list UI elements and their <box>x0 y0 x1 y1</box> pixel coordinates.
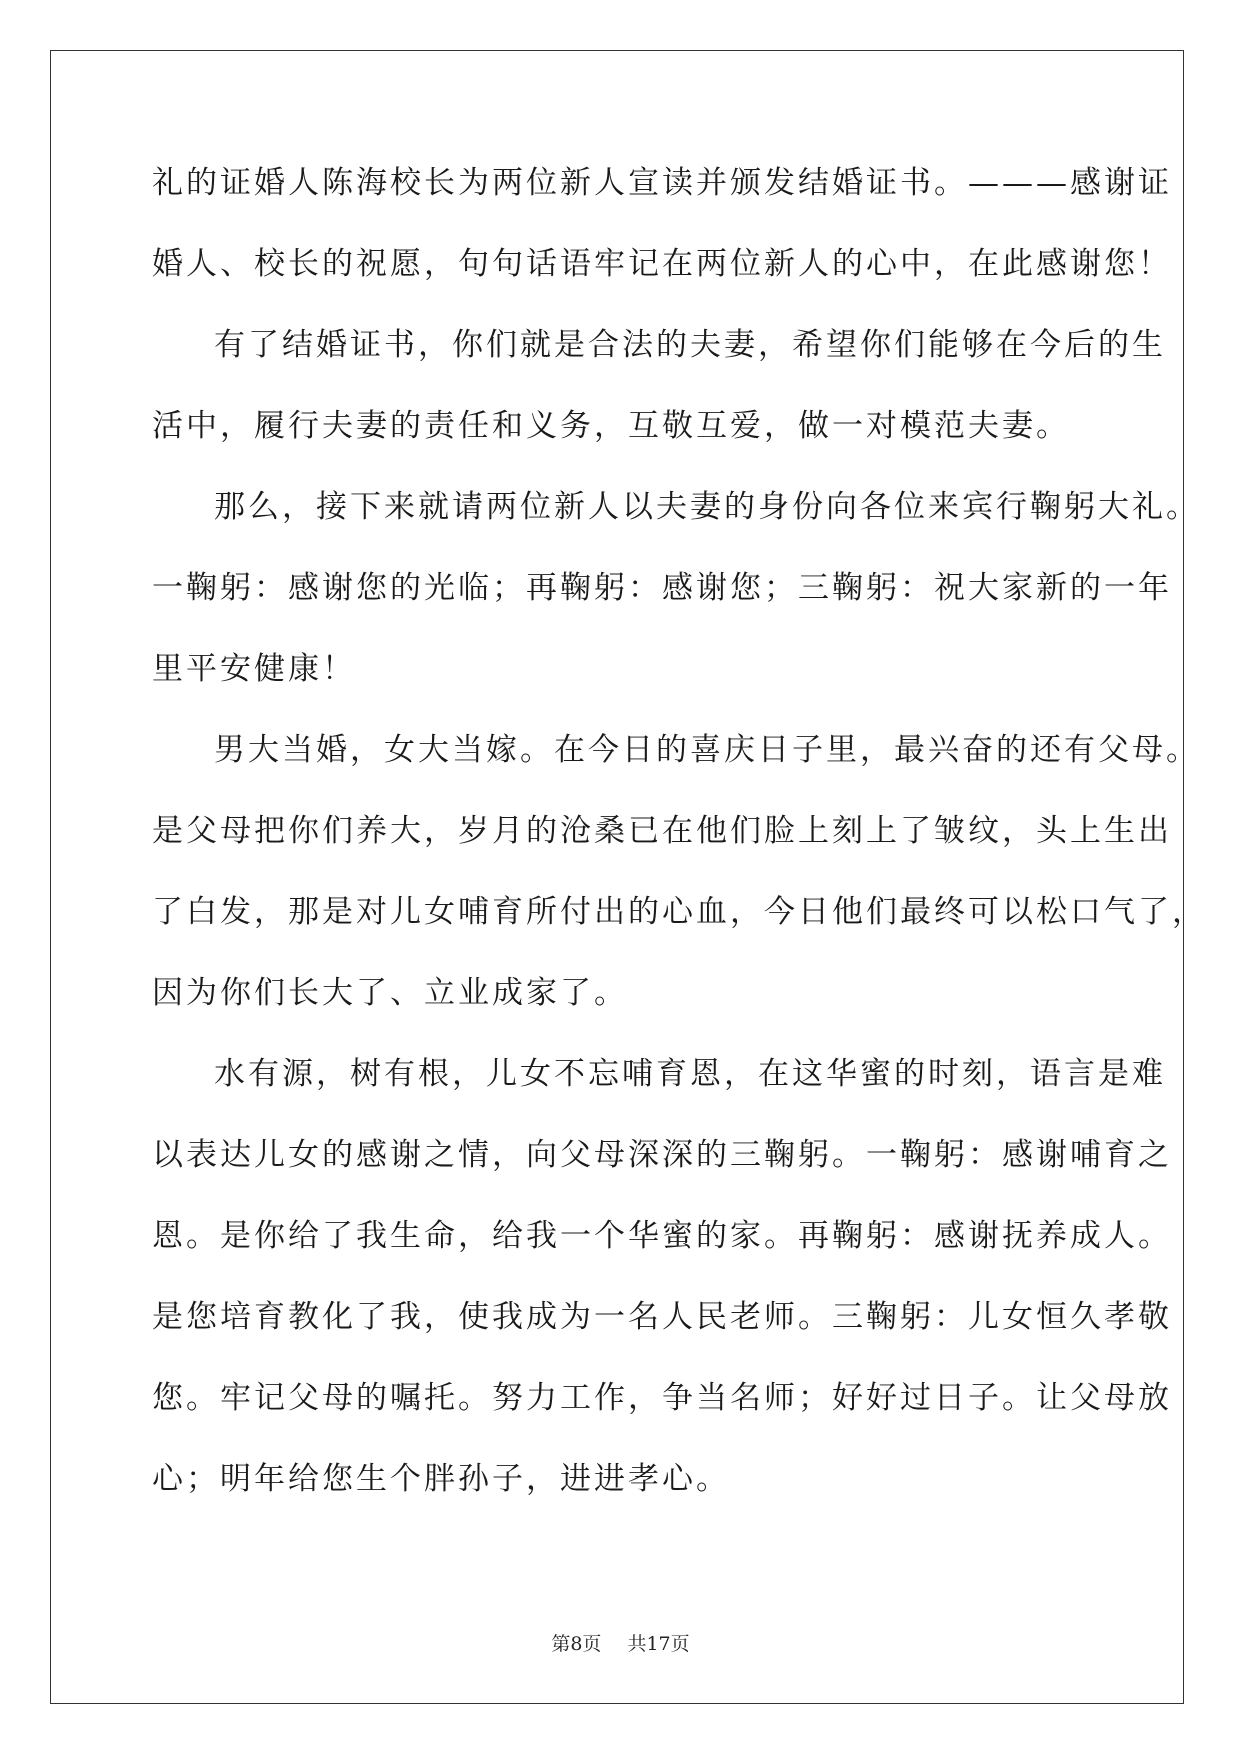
text-line-13: 以表达儿女的感谢之情，向父母深深的三鞠躬。一鞠躬：感谢哺育之 <box>152 1137 1172 1173</box>
text-line-3: 有了结婚证书，你们就是合法的夫妻，希望你们能够在今后的生 <box>214 327 1166 363</box>
page-footer <box>0 1632 1241 1656</box>
text-line-8: 男大当婚，女大当嫁。在今日的喜庆日子里，最兴奋的还有父母。 <box>214 732 1200 768</box>
text-line-2: 婚人、校长的祝愿，句句话语牢记在两位新人的心中，在此感谢您！ <box>152 246 1172 282</box>
page-number: 第8页 <box>551 1633 602 1655</box>
text-line-11: 因为你们长大了、立业成家了。 <box>152 975 628 1011</box>
text-line-14: 恩。是你给了我生命，给我一个华蜜的家。再鞠躬：感谢抚养成人。 <box>152 1218 1172 1254</box>
text-line-12: 水有源，树有根，儿女不忘哺育恩，在这华蜜的时刻，语言是难 <box>214 1056 1166 1092</box>
text-line-17: 心；明年给您生个胖孙子，进进孝心。 <box>152 1461 730 1497</box>
document-body <box>152 163 1206 1540</box>
page-total: 共17页 <box>627 1633 690 1655</box>
text-line-5: 那么，接下来就请两位新人以夫妻的身份向各位来宾行鞠躬大礼。 <box>214 489 1200 525</box>
text-line-9: 是父母把你们养大，岁月的沧桑已在他们脸上刻上了皱纹，头上生出 <box>152 813 1172 849</box>
text-line-1: 礼的证婚人陈海校长为两位新人宣读并颁发结婚证书。———感谢证 <box>152 165 1172 201</box>
text-line-15: 是您培育教化了我，使我成为一名人民老师。三鞠躬：儿女恒久孝敬 <box>152 1299 1172 1335</box>
text-line-7: 里平安健康！ <box>152 651 356 687</box>
text-line-4: 活中，履行夫妻的责任和义务，互敬互爱，做一对模范夫妻。 <box>152 408 1070 444</box>
text-line-16: 您。牢记父母的嘱托。努力工作，争当名师；好好过日子。让父母放 <box>152 1380 1172 1416</box>
text-line-6: 一鞠躬：感谢您的光临；再鞠躬：感谢您；三鞠躬：祝大家新的一年 <box>152 570 1172 606</box>
text-line-10: 了白发，那是对儿女哺育所付出的心血，今日他们最终可以松口气了， <box>152 894 1206 930</box>
